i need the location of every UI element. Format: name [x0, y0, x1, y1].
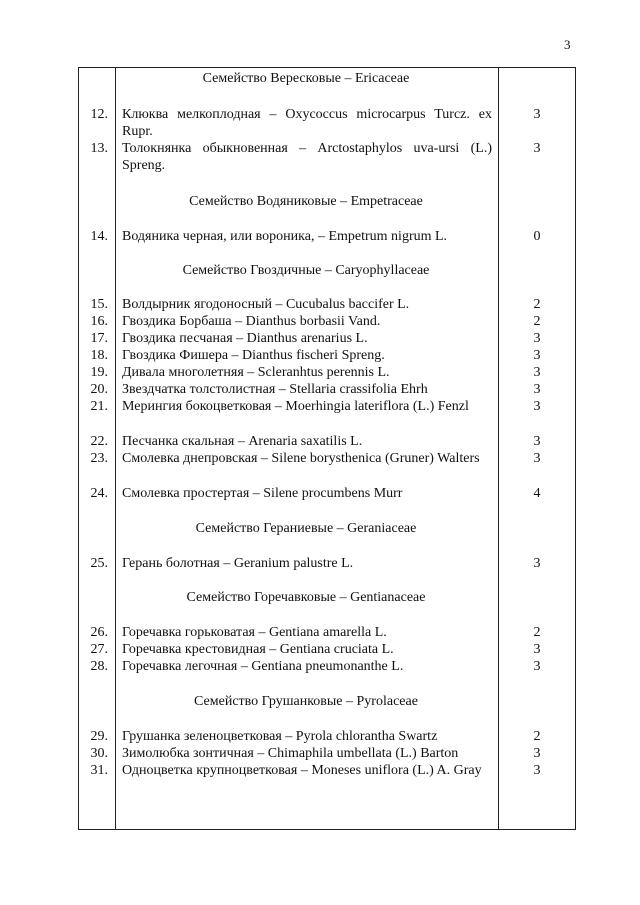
family-heading-empetraceae: Семейство Водяниковые – Empetraceae [189, 194, 423, 209]
status-category: 0 [533, 229, 541, 244]
status-category: 2 [533, 314, 541, 329]
row-number: 14. [90, 229, 108, 244]
species-name: Смолевка простертая – Silene procumbens Murr [122, 486, 403, 501]
row-number: 16. [90, 314, 108, 329]
species-name: Герань болотная – Geranium palustre L. [122, 556, 354, 571]
status-category: 3 [533, 642, 541, 657]
row-number: 26. [90, 625, 108, 640]
species-name: Смолевка днепровская – Silene borysthenica (Gruner) Walters [122, 451, 480, 466]
status-category: 3 [533, 141, 541, 156]
species-name: Грушанка зеленоцветковая – Pyrola chlorantha Swartz [122, 729, 438, 744]
status-category: 3 [533, 365, 541, 380]
status-category: 4 [533, 486, 541, 501]
page-number: 3 [564, 37, 571, 52]
status-category: 3 [533, 107, 541, 122]
family-heading-pyrolaceae: Семейство Грушанковые – Pyrolaceae [194, 694, 418, 709]
row-number: 27. [90, 642, 108, 657]
row-number: 21. [90, 399, 108, 414]
status-category: 2 [533, 729, 541, 744]
species-name: Гвоздика Борбаша – Dianthus borbasii Vand. [122, 314, 381, 329]
row-number: 28. [90, 659, 108, 674]
row-number: 30. [90, 746, 108, 761]
row-number: 29. [90, 729, 108, 744]
row-number: 18. [90, 348, 108, 363]
row-number: 20. [90, 382, 108, 397]
status-category: 3 [533, 399, 541, 414]
row-number: 19. [90, 365, 108, 380]
family-heading-caryophyllaceae: Семейство Гвоздичные – Caryophyllaceae [182, 263, 430, 278]
family-heading-geraniaceae: Семейство Гераниевые – Geraniaceae [195, 521, 417, 536]
family-heading-ericaceae: Семейство Вересковые – Ericaceae [202, 71, 410, 86]
species-name: Зимолюбка зонтичная – Chimaphila umbellata (L.) Barton [122, 746, 459, 761]
species-name: Гвоздика песчаная – Dianthus arenarius L. [122, 331, 368, 346]
species-name: Звездчатка толстолистная – Stellaria crassifolia Ehrh [122, 382, 428, 397]
status-category: 3 [533, 331, 541, 346]
status-category: 3 [533, 434, 541, 449]
row-number: 12. [90, 107, 108, 122]
species-name: Горечавка крестовидная – Gentiana cruciata L. [122, 642, 394, 657]
row-number: 15. [90, 297, 108, 312]
species-name: Клюква мелкоплодная – Oxycoccus microcarpus Turcz. ex Rupr. [122, 107, 492, 139]
status-category: 3 [533, 382, 541, 397]
species-name: Горечавка легочная – Gentiana pneumonanthe L. [122, 659, 404, 674]
species-name: Одноцветка крупноцветковая – Moneses uniflora (L.) A. Gray [122, 763, 482, 778]
row-number: 22. [90, 434, 108, 449]
status-category: 2 [533, 625, 541, 640]
status-category: 3 [533, 556, 541, 571]
row-number: 25. [90, 556, 108, 571]
species-name: Песчанка скальная – Arenaria saxatilis L. [122, 434, 363, 449]
species-name: Гвоздика Фишера – Dianthus fischeri Spreng. [122, 348, 385, 363]
family-heading-gentianaceae: Семейство Горечавковые – Gentianaceae [186, 590, 426, 605]
species-name: Горечавка горьковатая – Gentiana amarella L. [122, 625, 387, 640]
row-number: 17. [90, 331, 108, 346]
species-name: Волдырник ягодоносный – Cucubalus baccifer L. [122, 297, 410, 312]
species-name: Дивала многолетняя – Scleranhtus perennis L. [122, 365, 390, 380]
species-name: Толокнянка обыкновенная – Arctostaphylos uva-ursi (L.) Spreng. [122, 141, 492, 173]
row-number: 24. [90, 486, 108, 501]
row-number: 31. [90, 763, 108, 778]
species-name: Мерингия бокоцветковая – Moerhingia lateriflora (L.) Fenzl [122, 399, 469, 414]
status-category: 3 [533, 348, 541, 363]
row-number: 13. [90, 141, 108, 156]
status-category: 2 [533, 297, 541, 312]
species-name: Водяника черная, или вороника, – Empetrum nigrum L. [122, 229, 448, 244]
status-category: 3 [533, 451, 541, 466]
row-number: 23. [90, 451, 108, 466]
status-category: 3 [533, 746, 541, 761]
status-category: 3 [533, 763, 541, 778]
status-category: 3 [533, 659, 541, 674]
column-divider-number [115, 68, 116, 829]
